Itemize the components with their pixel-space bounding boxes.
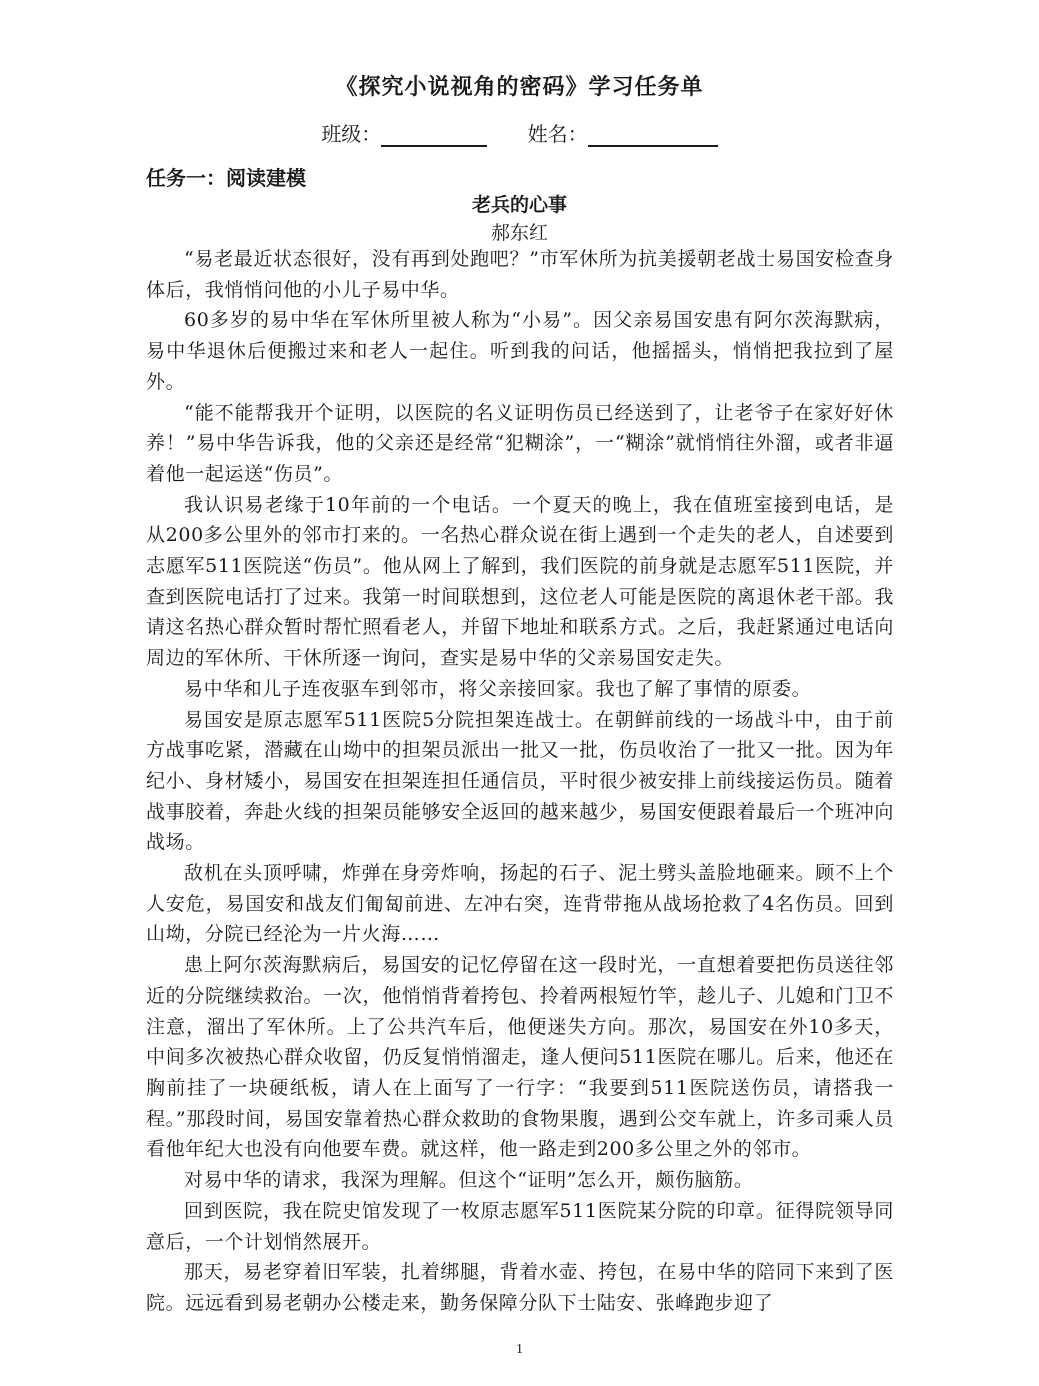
class-label: 班级：	[321, 122, 382, 146]
name-label: 姓名：	[527, 122, 588, 146]
paragraph: 回到医院，我在院史馆发现了一枚原志愿军511医院某分院的印章。征得院领导同意后，一个计划悄然展开。	[146, 1199, 894, 1253]
name-blank-field[interactable]	[588, 123, 718, 147]
class-blank-field[interactable]	[381, 123, 487, 147]
paragraph: 易中华和儿子连夜驱车到邻市，将父亲接回家。我也了解了事情的原委。	[184, 677, 812, 700]
paragraph: 对易中华的请求，我深为理解。但这个“证明”怎么开，颇伤脑筋。	[184, 1169, 754, 1192]
task-heading: 任务一：阅读建模	[146, 166, 306, 190]
student-info-row	[0, 118, 1039, 147]
page-number: 1	[516, 1342, 523, 1357]
paragraph: 60多岁的易中华在军休所里被人称为“小易”。因父亲易国安患有阿尔茨海默病，易中华退休后便搬过来和老人一起住。听到我的问话，他摇摇头，悄悄把我拉到了屋外。	[146, 309, 894, 393]
paragraph: 患上阿尔茨海默病后，易国安的记忆停留在这一段时光，一直想着要把伤员送往邻近的分院继续救治。一次，他悄悄背着挎包、拎着两根短竹竿，趁儿子、儿媳和门卫不注意，溜出了军休所。上了公共汽车后，他便迷失方向。那次，易国安在外10多天，中间多次被热心群众收留，仍反复悄悄溜走，逢人便问511医院在哪儿。后来，他还在胸前挂了一块硬纸板，请人在上面写了一行字：“我要到511医院送伤员，请搭我一程。”那段时间，易国安靠着热心群众救助的食物果腹，遇到公交车就上，许多司乘人员看他年纪大也没有向他要车费。就这样，他一路走到200多公里之外的邻市。	[146, 954, 894, 1161]
paragraph: 那天，易老穿着旧军装，扎着绑腿，背着水壶、挎包，在易中华的陪同下来到了医院。远远看到易老朝办公楼走来，勤务保障分队下士陆安、张峰跑步迎了	[146, 1261, 894, 1314]
story-title: 老兵的心事	[471, 194, 567, 216]
paragraph: 我认识易老缘于10年前的一个电话。一个夏天的晚上，我在值班室接到电话，是从200多公里外的邻市打来的。一名热心群众说在街上遇到一个走失的老人，自述要到志愿军511医院送“伤员”。他从网上了解到，我们医院的前身就是志愿军511医院，并查到医院电话打了过来。我第一时间联想到，这位老人可能是医院的离退休老干部。我请这名热心群众暂时帮忙照看老人，并留下地址和联系方式。之后，我赶紧通过电话向周边的军休所、干休所逐一询问，查实是易中华的父亲易国安走失。	[146, 493, 894, 670]
document-title: 《探究小说视角的密码》学习任务单	[335, 75, 704, 100]
story-body	[146, 244, 894, 1319]
paragraph: “能不能帮我开个证明，以医院的名义证明伤员已经送到了，让老爷子在家好好休养！”易中华告诉我，他的父亲还是经常“犯糊涂”，一“糊涂”就悄悄往外溜，或者非逼着他一起运送“伤员”。	[146, 401, 894, 485]
paragraph: “易老最近状态很好，没有再到处跑吧？”市军休所为抗美援朝老战士易国安检查身体后，我悄悄问他的小儿子易中华。	[146, 248, 894, 301]
paragraph: 敌机在头顶呼啸，炸弹在身旁炸响，扬起的石子、泥土劈头盖脸地砸来。顾不上个人安危，易国安和战友们匍匐前进、左冲右突，连背带拖从战场抢救了4名伤员。回到山坳，分院已经沦为一片火海……	[146, 862, 894, 946]
paragraph: 易国安是原志愿军511医院5分院担架连战士。在朝鲜前线的一场战斗中，由于前方战事吃紧，潜藏在山坳中的担架员派出一批又一批，伤员收治了一批又一批。因为年纪小、身材矮小，易国安在担架连担任通信员，平时很少被安排上前线接运伤员。随着战事胶着，奔赴火线的担架员能够安全返回的越来越少，易国安便跟着最后一个班冲向战场。	[146, 708, 894, 854]
story-author: 郝东红	[490, 222, 548, 244]
